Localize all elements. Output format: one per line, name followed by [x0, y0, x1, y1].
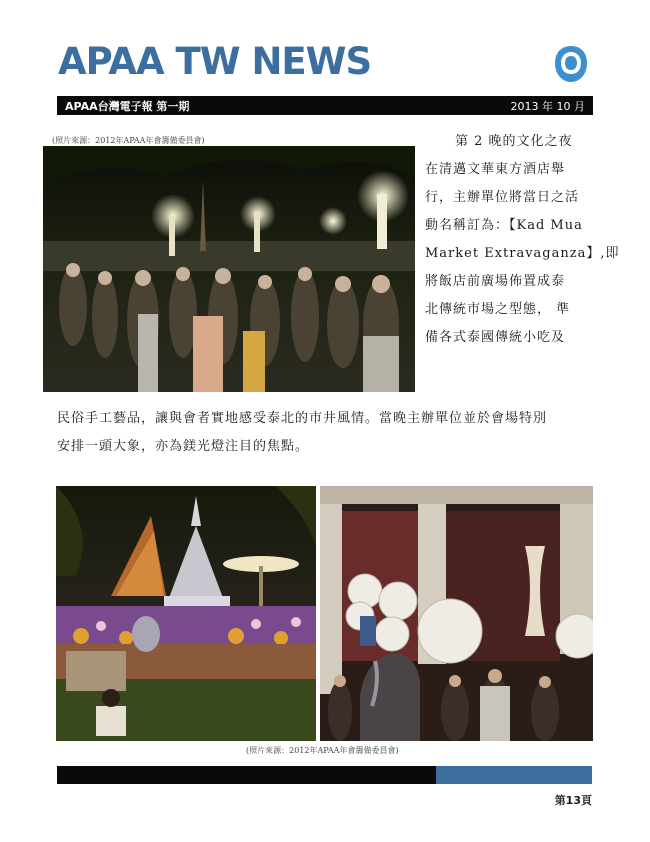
article-line: 北傳統市場之型態， 準 — [425, 302, 571, 317]
article-line: 動名稱訂為：【Kad Mua — [425, 218, 583, 233]
article-line: 第 2 晚的文化之夜 — [455, 134, 573, 149]
article-line: 將飯店前廣場佈置成泰 — [425, 274, 566, 289]
article-line: 行，主辦單位將當日之活 — [425, 190, 580, 205]
issue-date: 2013 年 10 月 — [510, 100, 585, 113]
article-line: 民俗手工藝品，讓與會者實地感受泰北的市井風情。當晚主辦單位並於會場特別 — [57, 411, 548, 426]
header-bar — [57, 96, 593, 115]
apaa-logo — [553, 44, 589, 84]
article-line: 安排一頭大象，亦為鎂光燈注目的焦點。 — [57, 439, 310, 454]
article-line: 備各式泰國傳統小吃及 — [425, 330, 566, 345]
article-line: Market Extravaganza】,即 — [425, 246, 620, 261]
temple-photo — [56, 486, 316, 741]
footer-bar-black — [57, 766, 436, 784]
parasol-elephant-photo — [320, 486, 593, 741]
article-full-width — [57, 405, 597, 461]
issue-label: APAA台灣電子報 第一期 — [65, 100, 190, 113]
night-market-photo — [43, 146, 415, 392]
page-number: 第13頁 — [554, 794, 592, 807]
photo-credit-bottom: (照片來源：2012年APAA年會籌備委員會) — [246, 746, 399, 755]
footer-bar-blue — [436, 766, 592, 784]
article-line: 在清邁文華東方酒店舉 — [425, 162, 566, 177]
newsletter-title: APAA TW NEWS — [58, 40, 372, 83]
photo-credit-top: (照片來源：2012年APAA年會籌備委員會) — [52, 136, 205, 145]
article-right-column — [425, 128, 620, 352]
